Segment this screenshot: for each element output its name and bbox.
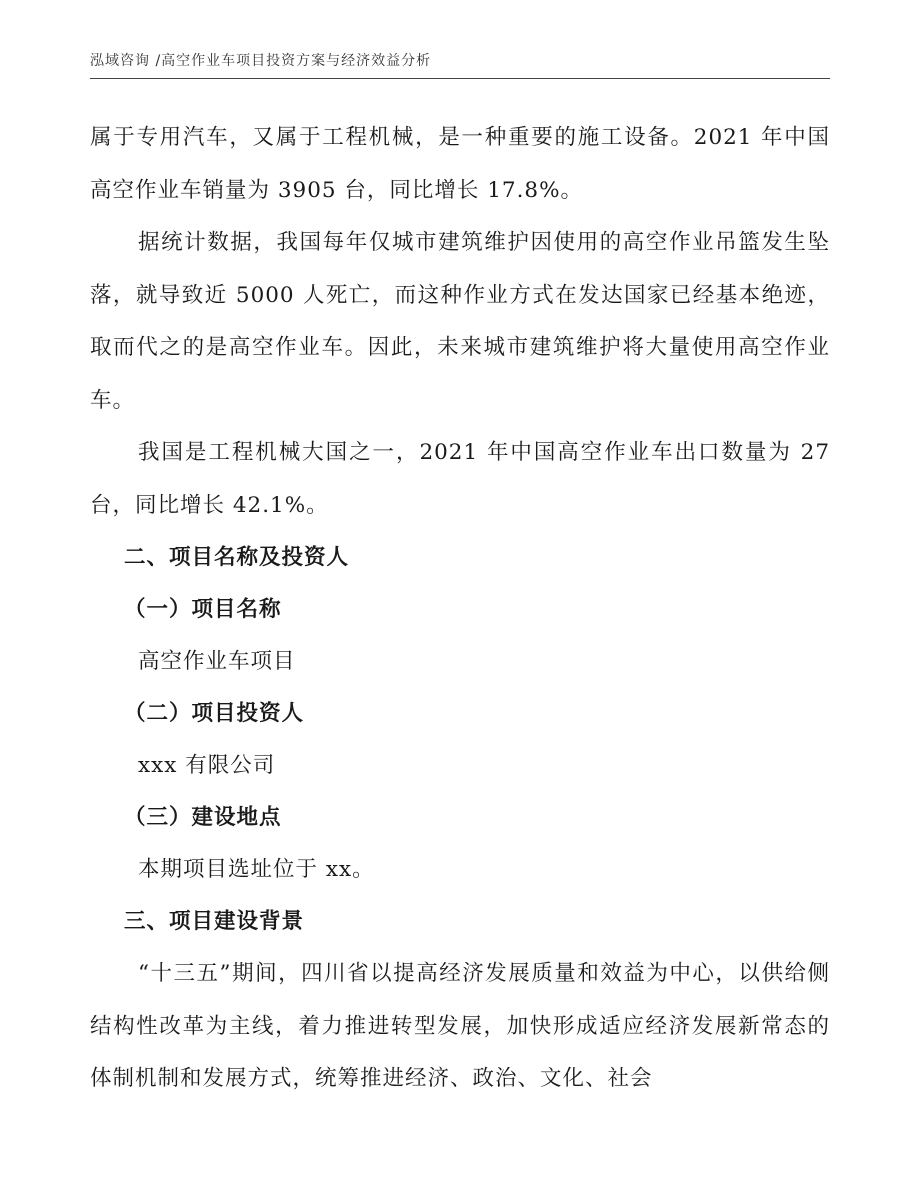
section-heading-background: 三、项目建设背景 [124,909,305,934]
project-name-text: 高空作业车项目 [138,649,296,674]
subheading-project-name: （一）项目名称 [124,597,282,622]
paragraph-sales: 属于专用汽车，又属于工程机械，是一种重要的施工设备。2021 年中国高空作业车销量为 3905 台，同比增长 17.8%。 [90,125,830,203]
subheading-investor: （二）项目投资人 [124,701,305,726]
header-divider [90,78,830,79]
page-header: 泓域咨询 /高空作业车项目投资方案与经济效益分析 [90,53,432,69]
investor-text: xxx 有限公司 [138,753,276,778]
paragraph-background: “十三五”期间，四川省以提高经济发展质量和效益为中心，以供给侧结构性改革为主线，着力推进转型发展，加快形成适应经济发展新常态的体制机制和发展方式，统筹推进经济、政治、文化、社会 [90,961,830,1091]
paragraph-export: 我国是工程机械大国之一，2021 年中国高空作业车出口数量为 27 台，同比增长 42.1%。 [90,440,830,518]
section-heading-project-info: 二、项目名称及投资人 [124,545,350,570]
location-text: 本期项目选址位于 xx。 [138,857,375,882]
paragraph-safety: 据统计数据，我国每年仅城市建筑维护因使用的高空作业吊篮发生坠落，就导致近 5000 人死亡，而这种作业方式在发达国家已经基本绝迹，取而代之的是高空作业车。因此，未来城市建筑维护将大量使用高空作业车。 [90,230,830,413]
subheading-location: （三）建设地点 [124,805,282,830]
document-body [90,112,830,1106]
